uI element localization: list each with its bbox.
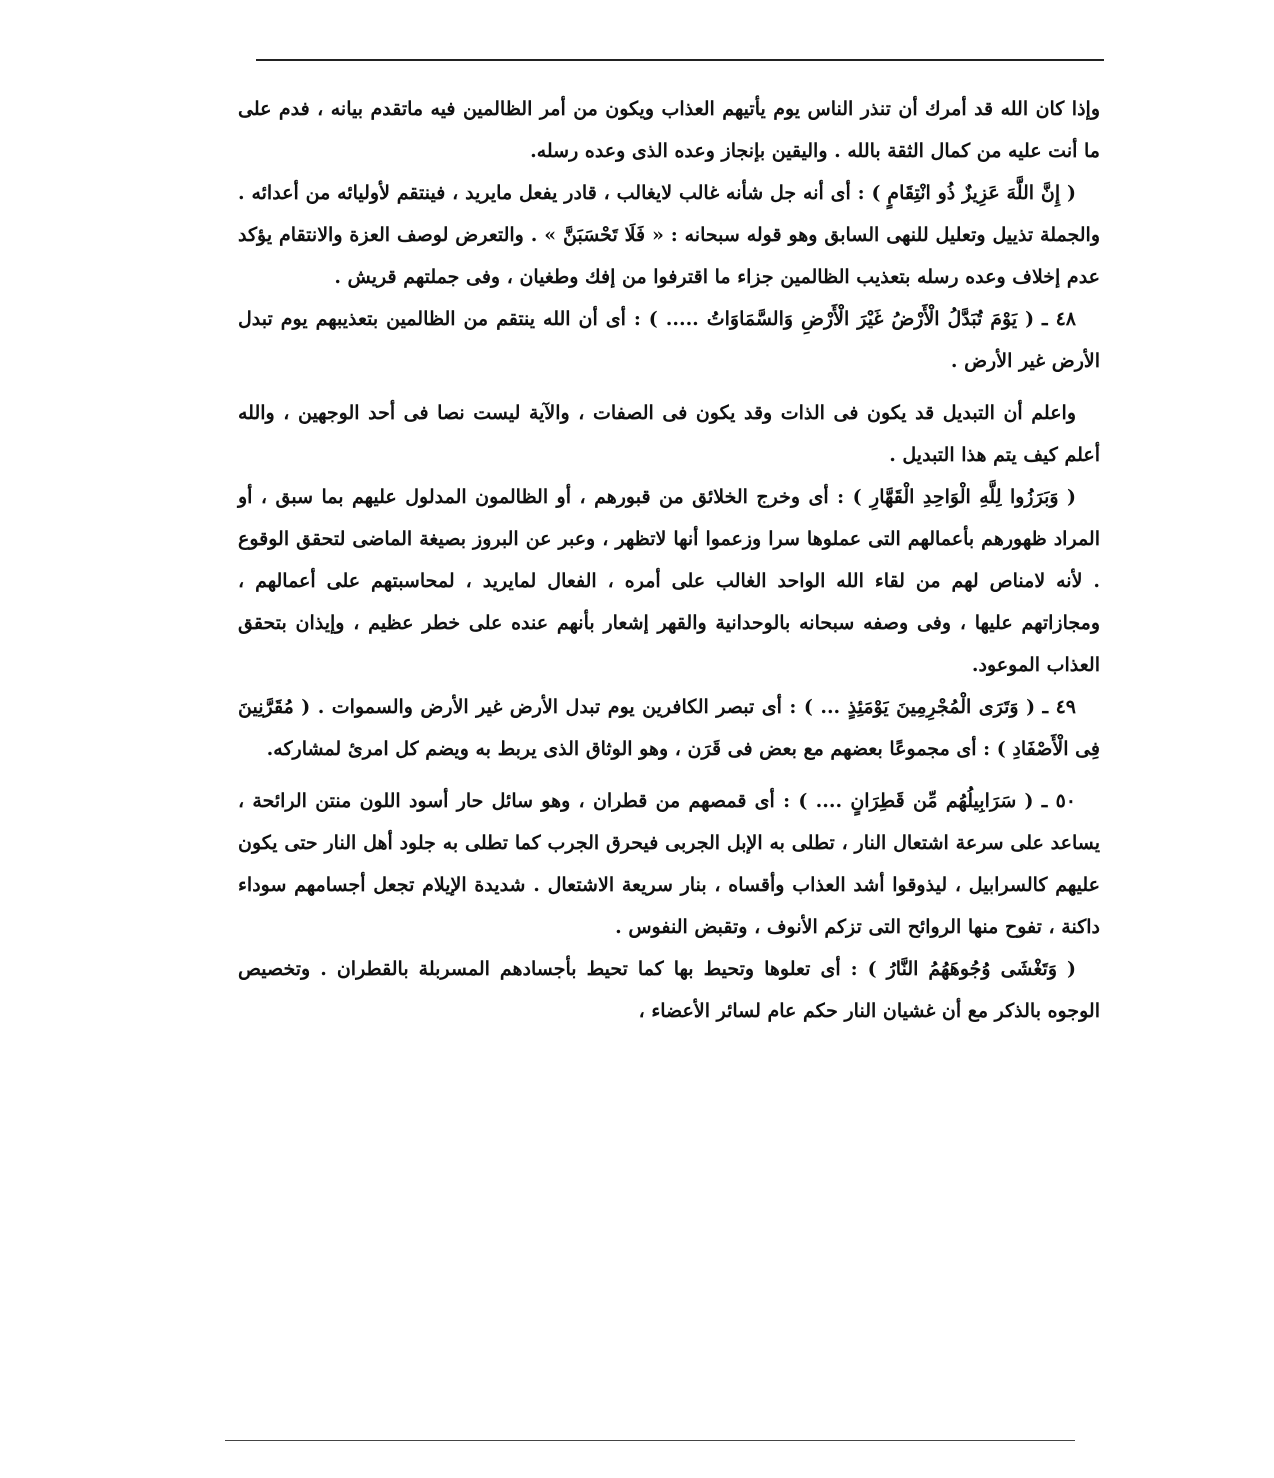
- paragraph-barazu: ( وَبَرَزُوا لِلَّهِ الْوَاحِدِ الْقَهَّارِ ) : أى وخرج الخلائق من قبورهم ، أو الظالمون المدلول عليهم بما سبق ، أو المراد ظهورهم بأعمالهم التى عملوها سرا وزعموا أنها لاتظهر ، وعبر عن البروز بصيغة الماضى لتحقق الوقوع . لأنه لامناص لهم من لقاء الله الواحد الغالب على أمره ، الفعال لمايريد ، لمحاسبتهم على أعمالهم ، ومجازاتهم عليها ، وفى وصفه سبحانه بالوحدانية والقهر إشعار بأنهم عنده على خطر عظيم ، وإيذان بتحقق العذاب الموعود.: [238, 486, 1100, 676]
- paragraph-intro: وإذا كان الله قد أمرك أن تنذر الناس يوم يأتيهم العذاب ويكون من أمر الظالمين فيه ماتقدم بيانه ، فدم على ما أنت عليه من كمال الثقة بالله . واليقين بإنجاز وعده الذى وعده رسله.: [238, 98, 1100, 162]
- paragraph-tabdil: واعلم أن التبديل قد يكون فى الذات وقد يكون فى الصفات ، والآية ليست نصا فى أحد الوجهين ، والله أعلم كيف يتم هذا التبديل .: [238, 402, 1100, 466]
- paragraph-taghsha: ( وَتَغْشَى وُجُوهَهُمُ النَّارُ ) : أى تعلوها وتحيط بها كما تحيط بأجسادهم المسربلة بالقطران . وتخصيص الوجوه بالذكر مع أن غشيان النار حكم عام لسائر الأعضاء ،: [238, 958, 1100, 1022]
- bottom-rule: [225, 1440, 1075, 1441]
- paragraph-verse-48: ٤٨ ـ ( يَوْمَ تُبَدَّلُ الْأَرْضُ غَيْرَ الْأَرْضِ وَالسَّمَاوَاتُ ..... ) : أى أن الله ينتقم من الظالمين بتعذيبهم يوم تبدل الأرض غير الأرض .: [238, 308, 1100, 372]
- paragraph-verse-49: ٤٩ ـ ( وَتَرَى الْمُجْرِمِينَ يَوْمَئِذٍ ... ) : أى تبصر الكافرين يوم تبدل الأرض غير الأرض والسموات . ( مُقَرَّنِينَ فِى الْأَصْفَادِ ) : أى مجموعًا بعضهم مع بعض فى قَرَن ، وهو الوثاق الذى يربط به ويضم كل امرئ لمشاركه.: [238, 696, 1100, 760]
- top-rule: [256, 59, 1104, 61]
- paragraph-verse-50: ٥٠ ـ ( سَرَابِيلُهُم مِّن قَطِرَانٍ .... ) : أى قمصهم من قطران ، وهو سائل حار أسود اللون منتن الرائحة ، يساعد على سرعة اشتعال النار ، تطلى به الإبل الجربى فيحرق الجرب كما تطلى به جلود أهل النار حتى يكون عليهم كالسرابيل ، ليذوقوا أشد العذاب وأقساه ، بنار سريعة الاشتعال . شديدة الإيلام تجعل أجسامهم سوداء داكنة ، تفوح منها الروائح التى تزكم الأنوف ، وتقبض النفوس .: [238, 790, 1100, 938]
- page-body: [238, 88, 1100, 1032]
- paragraph-aziz-intiqam: ( إِنَّ اللَّهَ عَزِيزٌ ذُو انْتِقَامٍ ) : أى أنه جل شأنه غالب لايغالب ، قادر يفعل مايريد ، فينتقم لأوليائه من أعدائه . والجملة تذييل وتعليل للنهى السابق وهو قوله سبحانه : « فَلَا تَحْسَبَنَّ » . والتعرض لوصف العزة والانتقام يؤكد عدم إخلاف وعده رسله بتعذيب الظالمين جزاء ما اقترفوا من إفك وطغيان ، وفى جملتهم قريش .: [238, 182, 1100, 288]
